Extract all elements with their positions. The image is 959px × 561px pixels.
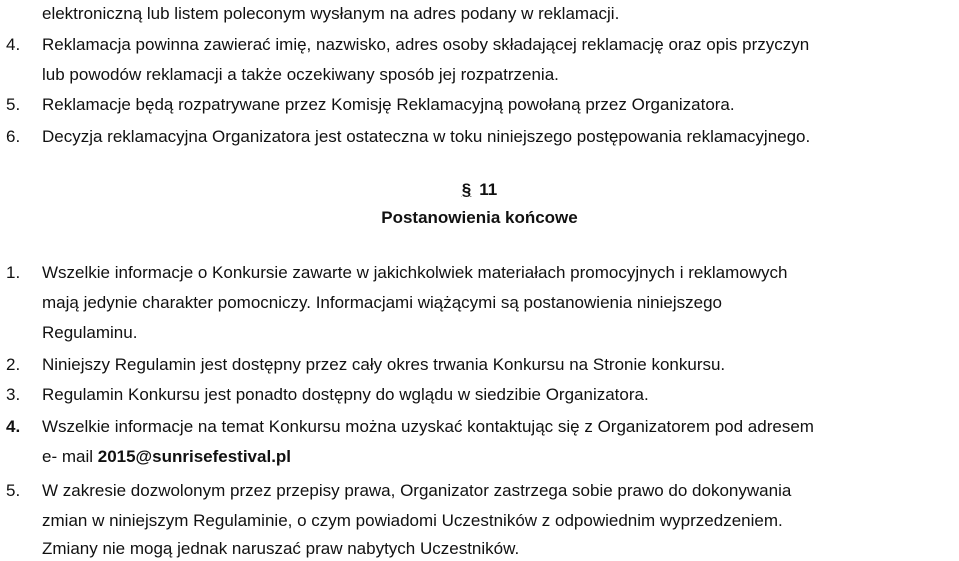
paragraph-continuation: elektroniczną lub listem poleconym wysłanym na adres podany w reklamacji. bbox=[42, 4, 620, 23]
email-line bbox=[42, 446, 291, 468]
list-item-number: 5. bbox=[6, 481, 21, 500]
section-number: 11 bbox=[479, 180, 498, 199]
list-item-number: 4. bbox=[6, 417, 21, 436]
list-item-line: mają jedynie charakter pomocniczy. Informacjami wiążącymi są postanowienia niniejszego bbox=[42, 293, 722, 312]
list-item-line: Regulaminu. bbox=[42, 323, 138, 342]
list-item-line: Decyzja reklamacyjna Organizatora jest ostateczna w toku niniejszego postępowania reklamacyjnego. bbox=[42, 127, 811, 146]
list-item-line: Reklamacja powinna zawierać imię, nazwisko, adres osoby składającej reklamację oraz opis przyczyn bbox=[42, 35, 810, 54]
section-number-heading bbox=[0, 179, 959, 201]
list-item-line: Zmiany nie mogą jednak naruszać praw nabytych Uczestników. bbox=[42, 539, 520, 558]
list-item-line: Niniejszy Regulamin jest dostępny przez cały okres trwania Konkursu na Stronie konkursu. bbox=[42, 355, 726, 374]
list-item-number: 3. bbox=[6, 385, 21, 404]
list-item-line: Wszelkie informacje o Konkursie zawarte w jakichkolwiek materiałach promocyjnych i reklamowych bbox=[42, 263, 788, 282]
email-prefix: e- mail bbox=[42, 447, 98, 466]
list-item-line: Regulamin Konkursu jest ponadto dostępny do wglądu w siedzibie Organizatora. bbox=[42, 385, 649, 404]
list-item-number: 6. bbox=[6, 127, 21, 146]
email-address: 2015@sunrisefestival.pl bbox=[97, 447, 292, 466]
list-item-line: Wszelkie informacje na temat Konkursu można uzyskać kontaktując się z Organizatorem pod adresem bbox=[42, 417, 814, 436]
list-item-line: Reklamacje będą rozpatrywane przez Komisję Reklamacyjną powołaną przez Organizatora. bbox=[42, 95, 735, 114]
list-item-number: 2. bbox=[6, 355, 21, 374]
section-sign: § bbox=[461, 180, 472, 199]
list-item-line: zmian w niniejszym Regulaminie, o czym powiadomi Uczestników z odpowiednim wyprzedzeniem. bbox=[42, 511, 783, 530]
section-title: Postanowienia końcowe bbox=[381, 208, 578, 227]
list-item-line: lub powodów reklamacji a także oczekiwany sposób jej rozpatrzenia. bbox=[42, 65, 559, 84]
list-item-number: 4. bbox=[6, 35, 21, 54]
list-item-line: W zakresie dozwolonym przez przepisy prawa, Organizator zastrzega sobie prawo do dokonywania bbox=[42, 481, 792, 500]
list-item-number: 1. bbox=[6, 263, 21, 282]
list-item-number: 5. bbox=[6, 95, 21, 114]
